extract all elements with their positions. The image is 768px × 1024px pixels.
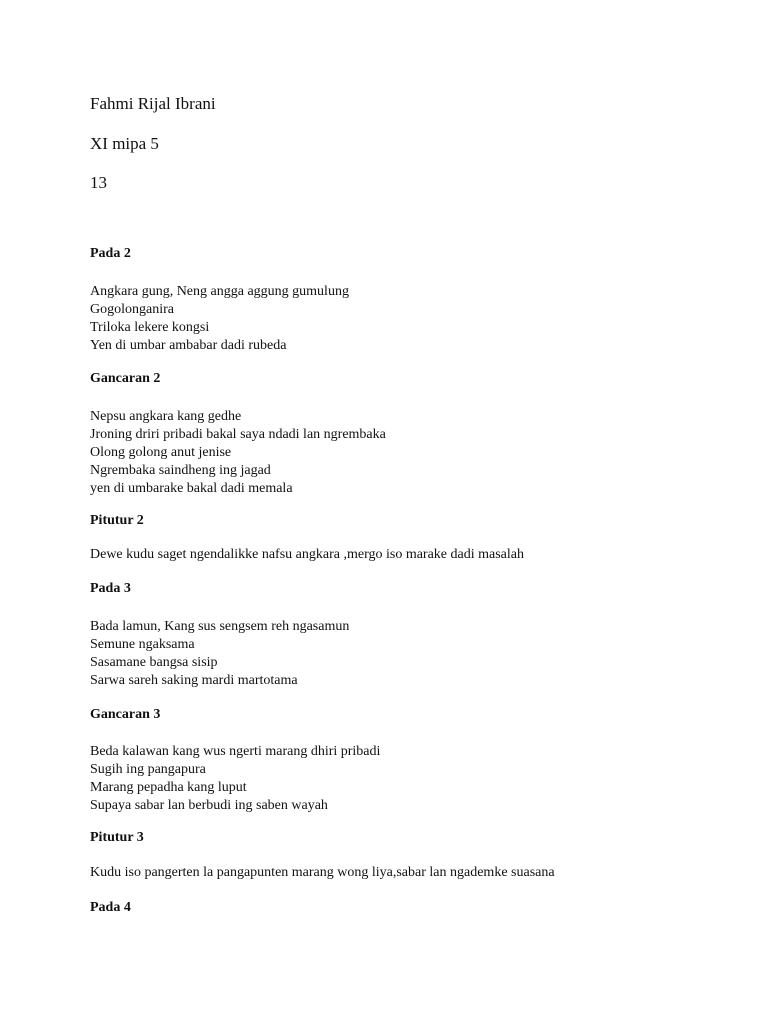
verse-line: Beda kalawan kang wus ngerti marang dhiri pribadi — [90, 744, 381, 759]
verse-line: Marang pepadha kang luput — [90, 780, 247, 795]
verse-line: Triloka lekere kongsi — [90, 320, 210, 335]
student-number: 13 — [90, 173, 107, 192]
verse-line: Jroning driri pribadi bakal saya ndadi lan ngrembaka — [90, 427, 386, 442]
verse-line: Sarwa sareh saking mardi martotama — [90, 673, 298, 688]
verse-line: Supaya sabar lan berbudi ing saben wayah — [90, 798, 328, 813]
section-title: Gancaran 2 — [90, 371, 161, 386]
class-label: XI mipa 5 — [90, 134, 159, 153]
verse-line: yen di umbarake bakal dadi memala — [90, 481, 293, 496]
verse-line: Bada lamun, Kang sus sengsem reh ngasamun — [90, 619, 350, 634]
section-title: Pitutur 2 — [90, 513, 144, 528]
verse-line: Nepsu angkara kang gedhe — [90, 409, 242, 424]
verse-line: Semune ngaksama — [90, 637, 195, 652]
section-title: Pada 2 — [90, 246, 131, 261]
author-name: Fahmi Rijal Ibrani — [90, 94, 216, 113]
section-title: Gancaran 3 — [90, 707, 161, 722]
verse-line: Yen di umbar ambabar dadi rubeda — [90, 338, 287, 353]
section-title: Pada 4 — [90, 900, 131, 915]
verse-line: Sugih ing pangapura — [90, 762, 206, 777]
verse-line: Sasamane bangsa sisip — [90, 655, 218, 670]
advice-line: Kudu iso pangerten la pangapunten marang wong liya,sabar lan ngademke suasana — [90, 865, 555, 880]
verse-line: Gogolonganira — [90, 302, 174, 317]
verse-line: Angkara gung, Neng angga aggung gumulung — [90, 284, 349, 299]
section-title: Pada 3 — [90, 581, 131, 596]
verse-line: Olong golong anut jenise — [90, 445, 232, 460]
verse-line: Ngrembaka saindheng ing jagad — [90, 463, 271, 478]
section-title: Pitutur 3 — [90, 830, 144, 845]
advice-line: Dewe kudu saget ngendalikke nafsu angkara ,mergo iso marake dadi masalah — [90, 547, 524, 562]
